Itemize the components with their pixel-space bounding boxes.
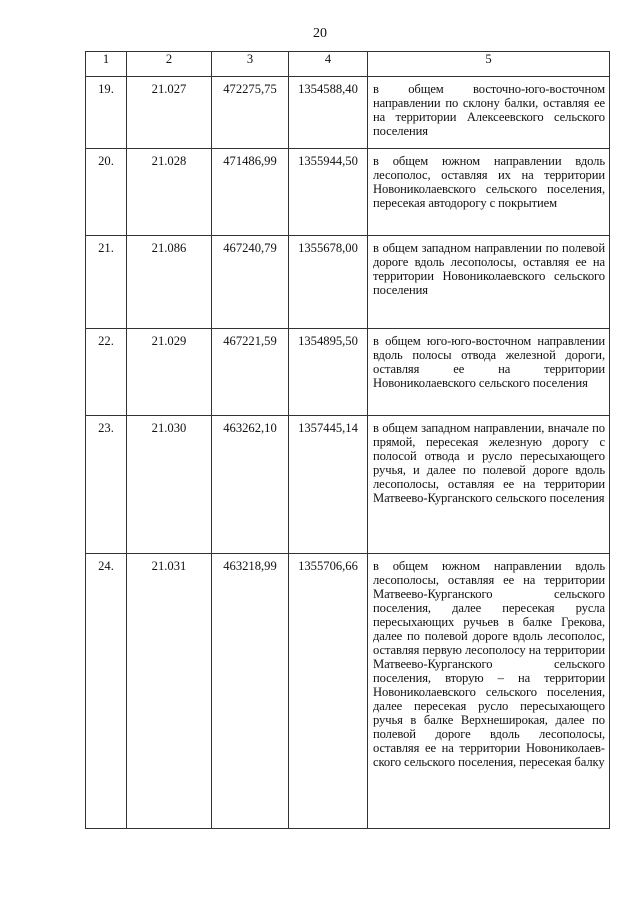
table-row: [86, 329, 610, 416]
row-number: 24.: [86, 554, 127, 829]
route-description: в общем южном направлении вдоль лесополосы, оставляя ее на территории Матвеево-Курганского сельского поселения, далее пересекая русла пересыхающих ручьев в балке Грекова, далее по полевой дороге вдоль лесополос, оставляя первую лесополосу на территории Матвеево-Курганского сельского поселения, вторую – на территории Новониколаевского сельского поселения, далее пересекая русло пересыхающего ручья в балке Верхнеширокая, далее по полевой дороге вдоль лесополосы, оставляя ее на территории Новониколаевского сельского поселения, пересекая балку: [368, 554, 610, 829]
point-id: 21.028: [127, 149, 212, 236]
coordinate-y: [289, 236, 368, 329]
route-description: в общем южном направлении вдоль лесополос, оставляя их на территории Новониколаевского сельского поселения, пересекая автодорогу с покрытием: [368, 149, 610, 236]
coordinate-y-value: 1354895,50: [298, 334, 358, 348]
coordinate-x: [212, 236, 289, 329]
coordinate-x: [212, 77, 289, 149]
coordinate-y-value: 1354588,40: [298, 82, 358, 96]
coordinate-y: [289, 554, 368, 829]
point-id: 21.029: [127, 329, 212, 416]
coordinate-y: [289, 149, 368, 236]
coordinate-y-value: 1357445,14: [298, 421, 358, 435]
coordinate-y-value: 1355706,66: [298, 559, 358, 573]
coordinate-y: [289, 329, 368, 416]
boundary-table: [85, 51, 610, 829]
row-number: 22.: [86, 329, 127, 416]
coordinate-x-value: 463262,10: [223, 421, 277, 435]
table-row: [86, 554, 610, 829]
coordinate-x-value: 471486,99: [223, 154, 277, 168]
table-row: [86, 77, 610, 149]
route-description: в общем западном направлении по полевой дороге вдоль лесополосы, оставляя ее на территории Новониколаевского сельского поселения: [368, 236, 610, 329]
row-number: 23.: [86, 416, 127, 554]
table-row: [86, 236, 610, 329]
row-number: 19.: [86, 77, 127, 149]
row-number: 21.: [86, 236, 127, 329]
coordinate-y-value: 1355678,00: [298, 241, 358, 255]
point-id: 21.027: [127, 77, 212, 149]
coordinate-y: [289, 77, 368, 149]
column-header: 5: [368, 52, 610, 77]
coordinate-x-value: 463218,99: [223, 559, 277, 573]
coordinate-x: [212, 149, 289, 236]
coordinate-x: [212, 329, 289, 416]
table-row: [86, 416, 610, 554]
coordinate-x: [212, 416, 289, 554]
column-header: 1: [86, 52, 127, 77]
route-description: в общем западном направлении, вначале по прямой, пересекая железную дорогу с полосой отвода и русло пересыхающего ручья, и далее по полевой дороге вдоль лесополосы, оставляя ее на территории Матвеево-Курганского сельского поселения: [368, 416, 610, 554]
coordinate-x-value: 467221,59: [223, 334, 277, 348]
table-header-row: [86, 52, 610, 77]
table-row: [86, 149, 610, 236]
point-id: 21.086: [127, 236, 212, 329]
coordinate-y-value: 1355944,50: [298, 154, 358, 168]
page-number: 20: [313, 26, 327, 41]
point-id: 21.031: [127, 554, 212, 829]
coordinate-y: [289, 416, 368, 554]
route-description: в общем восточно-юго-восточном направлении по склону балки, оставляя ее на территории Алексеевского сельского поселения: [368, 77, 610, 149]
column-header: 2: [127, 52, 212, 77]
column-header: 4: [289, 52, 368, 77]
coordinate-x-value: 472275,75: [223, 82, 277, 96]
coordinate-x-value: 467240,79: [223, 241, 277, 255]
point-id: 21.030: [127, 416, 212, 554]
coordinate-x: [212, 554, 289, 829]
column-header: 3: [212, 52, 289, 77]
route-description: в общем юго-юго-восточном направлении вдоль полосы отвода железной дороги, оставляя ее на территории Новониколаевского сельского поселения: [368, 329, 610, 416]
row-number: 20.: [86, 149, 127, 236]
